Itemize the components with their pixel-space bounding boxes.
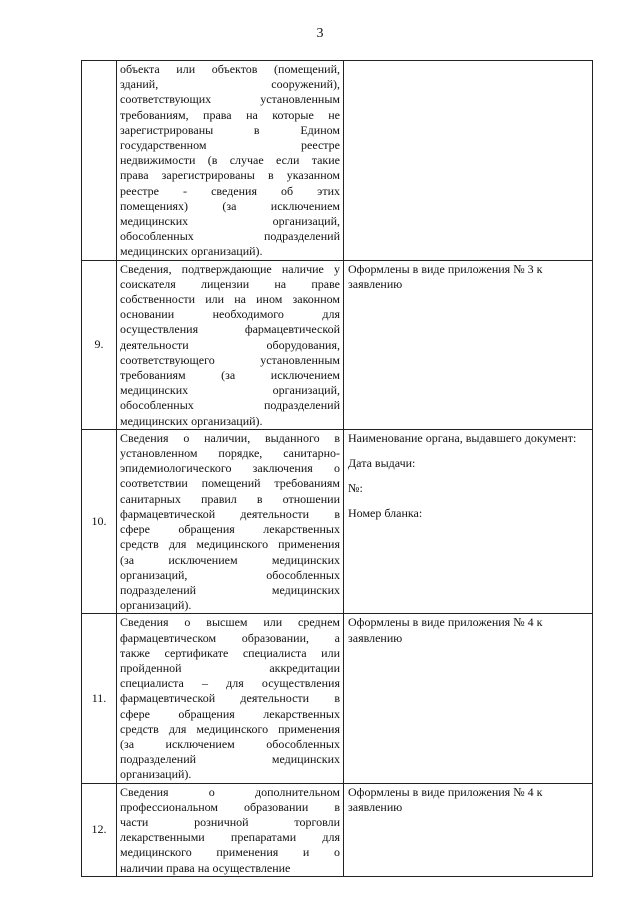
description-line: сфере обращения лекарственных [120,522,340,537]
value-line: Оформлены в виде приложения № 3 к [348,261,543,276]
description-line: (за исключением медицинских [120,552,340,567]
description-line: Сведения о наличии, выданного в [120,430,340,445]
description-line: обособленных подразделений [120,229,340,244]
description-line: фармацевтической деятельности в [120,691,340,706]
description-line: профессиональном образовании в [120,799,340,814]
row-description [117,783,344,876]
description-line: зданий, сооружений), [120,77,340,92]
description-line: обособленных подразделений [120,398,340,413]
row-value [344,260,593,429]
description-line: Сведения, подтверждающие наличие у [120,261,340,276]
description-line: лекарственными препаратами для [120,830,340,845]
description-line: недвижимости (в случае если такие [120,153,340,168]
row-value [344,783,593,876]
description-line: подразделений медицинских [120,582,340,597]
table-row [82,429,593,613]
description-line: организаций, обособленных [120,567,340,582]
row-number [82,61,117,261]
description-line: собственности или на ином законном [120,292,340,307]
row-number: 12. [82,783,117,876]
description-line: (за исключением обособленных [120,736,340,751]
description-line: средств для медицинского применения [120,537,340,552]
row-number: 9. [82,260,117,429]
row-description [117,429,344,613]
description-line: медицинского применения и о [120,845,340,860]
row-number: 11. [82,614,117,783]
description-line: требованиям, права на которые не [120,107,340,122]
description-line: объекта или объектов (помещений, [120,62,340,76]
description-line: медицинских организаций, [120,383,340,398]
description-line: санитарных правил в отношении [120,491,340,506]
description-line: фармацевтической деятельности в [120,506,340,521]
value-line: Дата выдачи: [348,456,416,471]
requirements-table [81,60,593,877]
description-line: фармацевтическом образовании, а [120,630,340,645]
description-line: организаций). [120,767,192,782]
description-line: государственном реестре [120,138,340,153]
description-line: основании необходимого для [120,307,340,322]
description-line: специалиста – для осуществления [120,676,340,691]
row-description [117,61,344,261]
value-line [348,471,588,481]
table-row [82,260,593,429]
description-line: соответствующего установленным [120,352,340,367]
description-line: деятельности оборудования, [120,337,340,352]
description-line: наличии права на осуществление [120,860,291,875]
value-line: Оформлены в виде приложения № 4 к [348,615,543,630]
value-line: Оформлены в виде приложения № 4 к [348,784,543,799]
description-line: соискателя лицензии на праве [120,276,340,291]
description-line: осуществления фармацевтической [120,322,340,337]
value-line: №: [348,481,363,496]
value-line [348,446,588,456]
description-line: требованиям (за исключением [120,368,340,383]
value-line: заявлению [348,276,403,291]
description-line: медицинских организаций). [120,244,263,259]
value-line: заявлению [348,630,403,645]
description-line: медицинских организаций, [120,214,340,229]
table-row [82,783,593,876]
description-line: права зарегистрированы в указанном [120,168,340,183]
description-line: медицинских организаций). [120,413,263,428]
description-line: также сертификате специалиста или [120,645,340,660]
description-line: установленном порядке, санитарно- [120,446,340,461]
value-line: Номер бланка: [348,506,423,521]
description-line: соответствующих установленным [120,92,340,107]
description-line: части розничной торговли [120,814,340,829]
row-number: 10. [82,429,117,613]
table-body [82,61,593,877]
description-line: подразделений медицинских [120,752,340,767]
description-line: зарегистрированы в Едином [120,122,340,137]
description-line: реестре - сведения об этих [120,183,340,198]
description-line: эпидемиологического заключения о [120,461,340,476]
description-line: помещениях) (за исключением [120,198,340,213]
description-line: пройденной аккредитации [120,660,340,675]
row-description [117,260,344,429]
row-value [344,614,593,783]
table-row [82,614,593,783]
description-line: средств для медицинского применения [120,721,340,736]
row-value [344,61,593,261]
description-line: Сведения о дополнительном [120,784,340,799]
description-line: Сведения о высшем или среднем [120,615,340,630]
table-row [82,61,593,261]
description-line: соответствии помещений требованиям [120,476,340,491]
description-line: организаций). [120,598,192,613]
value-line: Наименование органа, выдавшего документ: [348,430,577,445]
value-line: заявлению [348,799,403,814]
row-description [117,614,344,783]
row-value [344,429,593,613]
page-number: 3 [316,26,324,41]
value-line [348,496,588,506]
description-line: сфере обращения лекарственных [120,706,340,721]
